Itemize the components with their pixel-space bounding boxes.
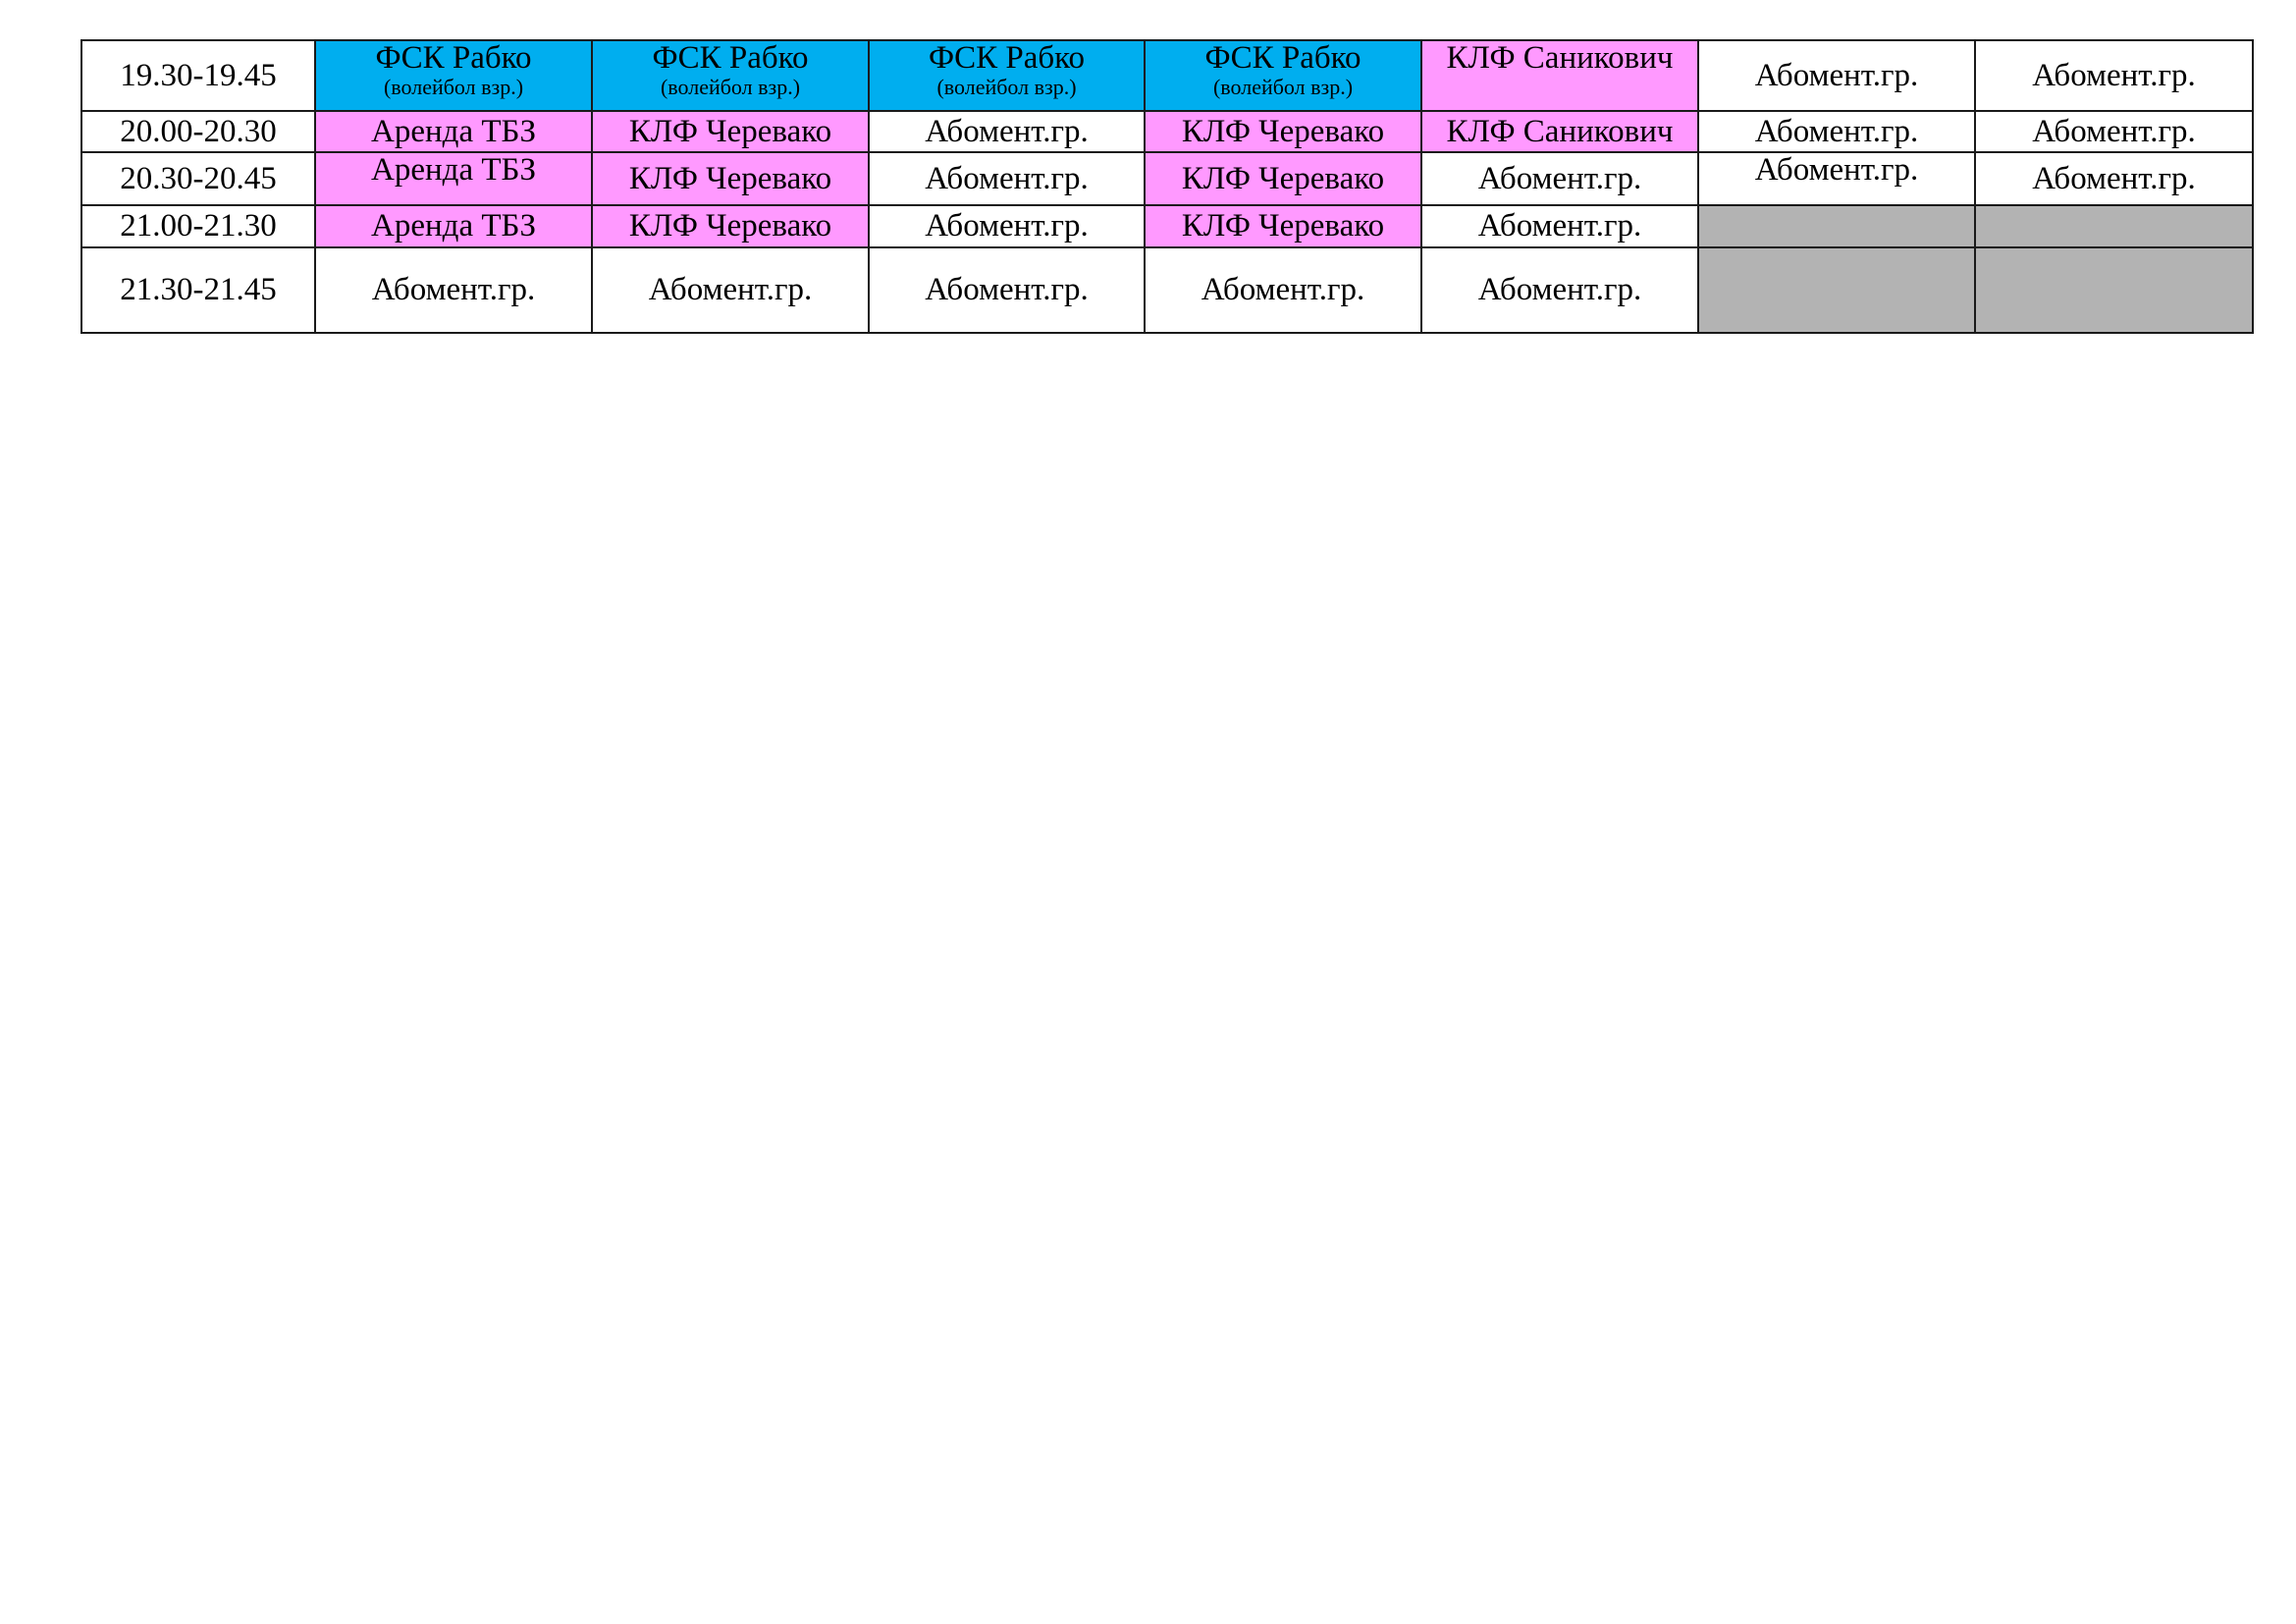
- cell-subtitle: (волейбол взр.): [383, 74, 524, 99]
- cell-subtitle: (волейбол взр.): [660, 74, 801, 99]
- schedule-cell: КЛФ Черевако: [1145, 205, 1421, 247]
- schedule-cell: Абомент.гр.: [1698, 111, 1975, 152]
- cell-subtitle: (волейбол взр.): [1212, 74, 1354, 99]
- schedule-cell: КЛФ Черевако: [592, 152, 869, 205]
- schedule-cell: КЛФ Саникович: [1421, 40, 1698, 111]
- schedule-table: [80, 39, 2254, 334]
- schedule-cell: Абомент.гр.: [1975, 152, 2253, 205]
- cell-title: ФСК Рабко: [652, 40, 809, 76]
- table-row: [81, 40, 2253, 111]
- table-row: [81, 205, 2253, 247]
- schedule-cell: Абомент.гр.: [315, 247, 592, 333]
- schedule-cell: Абомент.гр.: [1421, 205, 1698, 247]
- schedule-cell: [315, 40, 592, 111]
- empty-cell: [1698, 247, 1975, 333]
- cell-title: ФСК Рабко: [375, 40, 532, 76]
- time-cell: 21.30-21.45: [81, 247, 315, 333]
- cell-title: ФСК Рабко: [929, 40, 1085, 76]
- cell-title: ФСК Рабко: [1204, 40, 1362, 76]
- schedule-cell: КЛФ Черевако: [592, 111, 869, 152]
- schedule-cell: [592, 40, 869, 111]
- schedule-cell: [1145, 40, 1421, 111]
- table-row: [81, 247, 2253, 333]
- schedule-cell: Абомент.гр.: [1421, 152, 1698, 205]
- schedule-cell: Абомент.гр.: [1975, 111, 2253, 152]
- time-cell: 20.00-20.30: [81, 111, 315, 152]
- schedule-cell: Аренда ТБЗ: [315, 111, 592, 152]
- schedule-cell: Абомент.гр.: [1975, 40, 2253, 111]
- table-row: [81, 111, 2253, 152]
- empty-cell: [1975, 205, 2253, 247]
- table-row: [81, 152, 2253, 205]
- schedule-cell: Аренда ТБЗ: [315, 152, 592, 205]
- schedule-cell: [869, 40, 1145, 111]
- schedule-cell: КЛФ Саникович: [1421, 111, 1698, 152]
- time-cell: 20.30-20.45: [81, 152, 315, 205]
- schedule-cell: КЛФ Черевако: [592, 205, 869, 247]
- schedule-cell: Абомент.гр.: [869, 111, 1145, 152]
- schedule-cell: Абомент.гр.: [592, 247, 869, 333]
- schedule-cell: Абомент.гр.: [869, 247, 1145, 333]
- time-cell: 21.00-21.30: [81, 205, 315, 247]
- schedule-cell: Абомент.гр.: [1421, 247, 1698, 333]
- schedule-cell: Абомент.гр.: [1698, 152, 1975, 205]
- cell-subtitle: (волейбол взр.): [936, 74, 1077, 99]
- schedule-cell: Аренда ТБЗ: [315, 205, 592, 247]
- empty-cell: [1975, 247, 2253, 333]
- schedule-cell: Абомент.гр.: [1698, 40, 1975, 111]
- schedule-cell: КЛФ Черевако: [1145, 111, 1421, 152]
- schedule-cell: Абомент.гр.: [869, 152, 1145, 205]
- schedule-cell: Абомент.гр.: [1145, 247, 1421, 333]
- empty-cell: [1698, 205, 1975, 247]
- time-cell: 19.30-19.45: [81, 40, 315, 111]
- schedule-cell: Абомент.гр.: [869, 205, 1145, 247]
- schedule-cell: КЛФ Черевако: [1145, 152, 1421, 205]
